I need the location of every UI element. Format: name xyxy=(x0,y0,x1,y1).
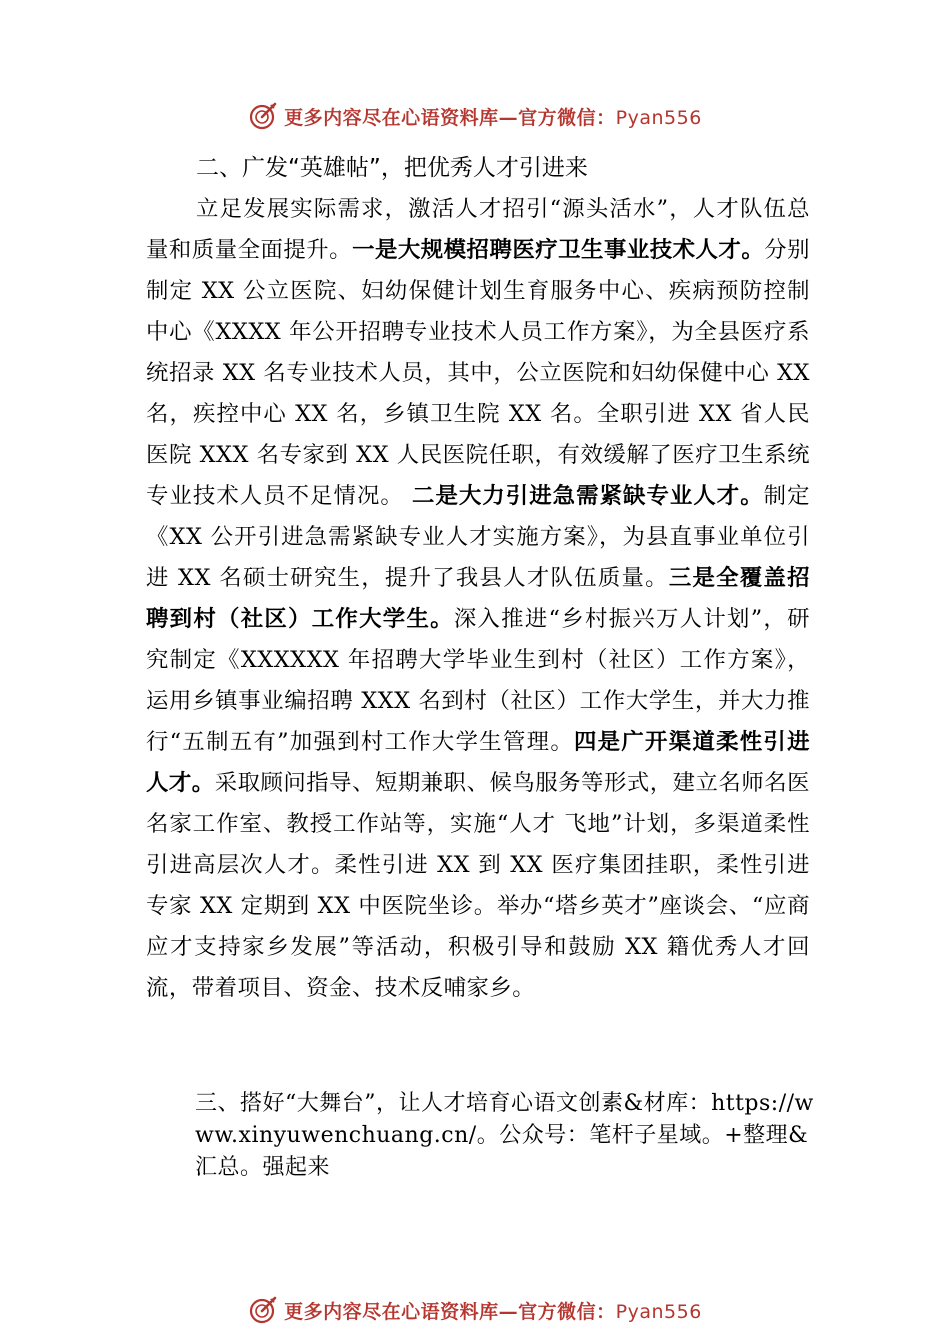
pen-logo-icon xyxy=(248,101,278,131)
section-three-text: 三、搭好“大舞台”，让人才培育心语文创素&材库：https://www.xinyuwenchuang.cn/。公众号：笔杆子星域。+整理&汇总。强起来 xyxy=(195,1091,814,1180)
intro-text: 立足发展实际需求，激活人才招引“源头活水”，人才队伍总量和质量全面提升。 xyxy=(146,196,810,263)
watermark-account: Pyan556 xyxy=(615,106,702,129)
point-two-text: 制定《XX 公开引进急需紧缺专业人才实施方案》，为县直事业单位引进 XX 名硕士研究生，提升了我县人才队伍质量。 xyxy=(146,483,811,591)
watermark-label: 更多内容尽在心语资料库—官方微信： xyxy=(284,1300,616,1323)
point-two-heading: 二是大力引进急需紧缺专业人才。 xyxy=(412,483,764,509)
point-three-heading: 三是全覆盖招聘到村（社区）工作大学生。 xyxy=(146,565,810,632)
watermark-account: Pyan556 xyxy=(615,1300,702,1323)
point-four-text: 采取顾问指导、短期兼职、候鸟服务等形式，建立名师名医名家工作室、教授工作站等，实施“人才 飞地”计划，多渠道柔性引进高层次人才。柔性引进 XX 到 XX 医疗集团挂职，柔性引进专家 XX 定期到 XX 中医院坐诊。举办“塔乡英才”座谈会、“应商应才支持家乡发展”等活动，积极引导和鼓励 XX 籍优秀人才回流，带着项目、资金、技术反哺家乡。 xyxy=(146,770,811,1001)
point-four-heading: 四是广开渠道柔性引进人才。 xyxy=(146,729,810,796)
section-body-paragraph xyxy=(146,189,810,1009)
section-heading: 二、广发“英雄帖”，把优秀人才引进来 xyxy=(196,155,588,181)
point-one-text: 分别制定 XX 公立医院、妇幼保健计划生育服务中心、疾病预防控制中心《XXXX 年公开招聘专业技术人员工作方案》，为全县医疗系统招录 XX 名专业技术人员，其中，公立医院和妇幼保健中心 XX 名，疾控中心 XX 名，乡镇卫生院 XX 名。全职引进 XX 省人民医院 XXX 名专家到 XX 人民医院任职，有效缓解了医疗卫生系统专业技术人员不足情况。 xyxy=(146,237,811,509)
watermark-label: 更多内容尽在心语资料库—官方微信： xyxy=(284,106,616,129)
header-watermark xyxy=(0,96,950,136)
footer-watermark xyxy=(0,1290,950,1330)
watermark-text xyxy=(284,1297,702,1324)
pen-logo-icon xyxy=(248,1295,278,1325)
point-one-heading: 一是大规模招聘医疗卫生事业技术人才。 xyxy=(352,237,765,263)
watermark-text xyxy=(284,103,702,130)
point-three-text: 深入推进“乡村振兴万人计划”，研究制定《XXXXXX 年招聘大学毕业生到村（社区）工作方案》，运用乡镇事业编招聘 XXX 名到村（社区）工作大学生，并大力推行“五制五有”加强到村工作大学生管理。 xyxy=(146,606,811,755)
